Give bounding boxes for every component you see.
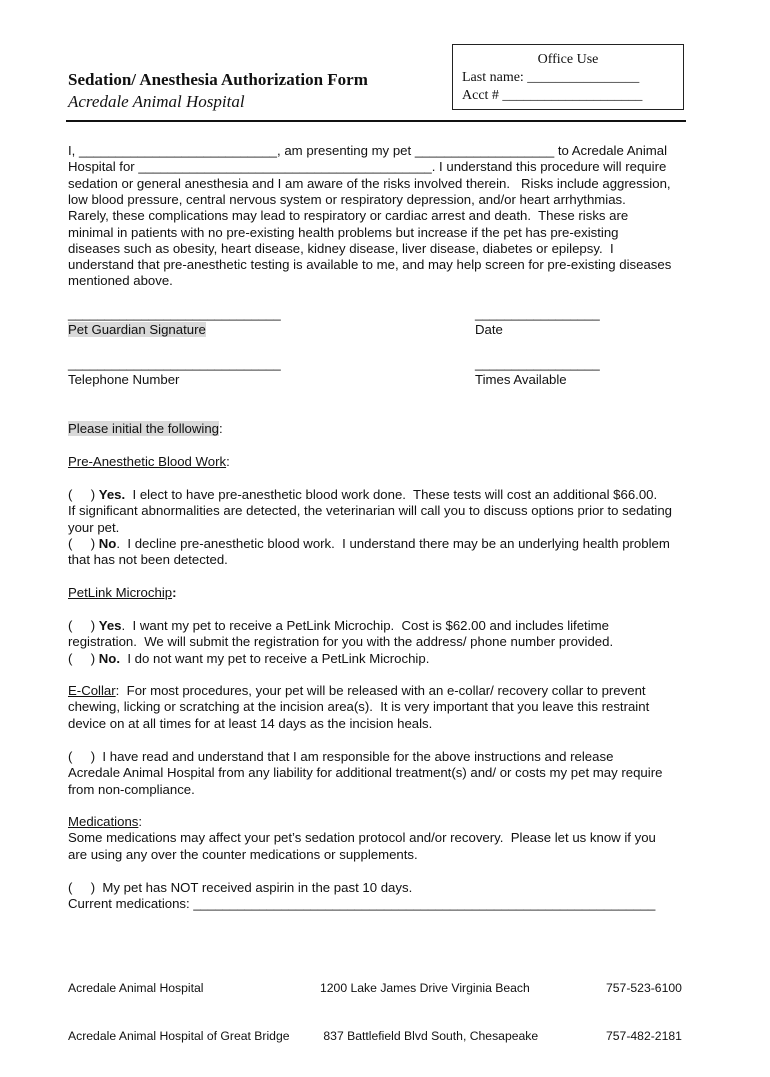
microchip-yes-text-2: registration. We will submit the registration for you with the address/ phone number provided. (68, 634, 614, 650)
date-line[interactable]: _________________ (475, 306, 600, 321)
footer-location-names (68, 947, 290, 1077)
intro-line-7: diseases such as obesity, heart disease, kidney disease, liver disease, diabetes or epilepsy. I (68, 240, 614, 256)
footer-loc1-address: 1200 Lake James Drive Virginia Beach (320, 980, 530, 995)
date-label: Date (475, 322, 503, 337)
header-divider (66, 120, 686, 122)
footer-loc2-address: 837 Battlefield Blvd South, Chesapeake (320, 1029, 539, 1044)
blood-work-heading: Pre-Anesthetic Blood Work: (68, 454, 230, 469)
intro-line-2[interactable]: Hospital for ________________________________________. I understand this procedure will require (68, 159, 667, 175)
footer-addresses (320, 947, 538, 1077)
aspirin-option[interactable]: ( ) My pet has NOT received aspirin in the past 10 days. (68, 880, 413, 895)
times-available-line[interactable]: _________________ (475, 356, 600, 371)
release-option[interactable]: ( ) I have read and understand that I am responsible for the above instructions and release (68, 749, 614, 764)
office-use-heading: Office Use (537, 52, 599, 67)
guardian-signature-line[interactable]: _____________________________ (68, 306, 281, 321)
telephone-label: Telephone Number (68, 372, 180, 387)
blood-work-no-option[interactable]: ( ) No. I decline pre-anesthetic blood work. I understand there may be an underlying health problem (68, 535, 670, 551)
intro-line-9: mentioned above. (68, 273, 173, 289)
telephone-line[interactable]: _____________________________ (68, 356, 281, 371)
intro-line-8: understand that pre-anesthetic testing is available to me, and may help screen for pre-existing diseases (68, 257, 672, 273)
blood-work-no-text-2: that has not been detected. (68, 552, 228, 568)
release-line-2: Acredale Animal Hospital from any liability for additional treatment(s) and/ or costs my pet may require (68, 765, 663, 781)
hospital-subtitle: Acredale Animal Hospital (68, 92, 245, 111)
acct-field[interactable]: Acct # ____________________ (462, 88, 643, 103)
times-available-label: Times Available (475, 372, 567, 387)
microchip-no-option[interactable]: ( ) No. I do not want my pet to receive a PetLink Microchip. (68, 650, 430, 666)
ecollar-line-3: device on at all times for at least 14 days as the incision heals. (68, 715, 433, 731)
footer-loc2-name: Acredale Animal Hospital of Great Bridge (68, 1029, 290, 1044)
intro-line-6: minimal in patients with no pre-existing health problems but increase if the pet has pre-existing (68, 224, 619, 240)
blood-work-yes-text-3: your pet. (68, 519, 120, 535)
medications-line-2: are using any over the counter medications or supplements. (68, 846, 418, 862)
intro-line-3: sedation or general anesthesia and I am aware of the risks involved therein. Risks include aggression, (68, 175, 671, 191)
ecollar-line-1: E-Collar: For most procedures, your pet will be released with an e-collar/ recovery collar to prevent (68, 683, 646, 698)
microchip-yes-option[interactable]: ( ) Yes. I want my pet to receive a PetLink Microchip. Cost is $62.00 and includes lifetime (68, 618, 609, 633)
initial-heading: Please initial the following: (68, 421, 223, 436)
form-title: Sedation/ Anesthesia Authorization Form (68, 70, 368, 89)
intro-line-5: Rarely, these complications may lead to respiratory or cardiac arrest and death. These risks are (68, 208, 629, 224)
release-line-3: from non-compliance. (68, 781, 195, 797)
ecollar-line-2: chewing, licking or scratching at the incision area(s). It is very important that you leave this restraint (68, 699, 650, 715)
blood-work-yes-option[interactable]: ( ) Yes. I elect to have pre-anesthetic blood work done. These tests will cost an additional $66.00. (68, 487, 658, 502)
medications-heading: Medications: (68, 814, 143, 829)
footer-loc1-phone: 757-523-6100 (606, 980, 682, 995)
intro-line-1[interactable]: I, ___________________________, am presenting my pet ___________________ to Acredale Animal (68, 143, 668, 158)
current-medications-field[interactable]: Current medications: _______________________________________________________________ (68, 896, 656, 912)
last-name-field[interactable]: Last name: ________________ (462, 70, 640, 85)
footer-phones (606, 947, 682, 1077)
intro-line-4: low blood pressure, central nervous system or respiratory depression, and/or heart arrhythmias. (68, 191, 626, 207)
office-use-box (452, 44, 684, 110)
microchip-heading: PetLink Microchip: (68, 585, 177, 600)
footer-loc2-phone: 757-482-2181 (606, 1029, 682, 1044)
guardian-signature-label: Pet Guardian Signature (68, 322, 206, 337)
footer-loc1-name: Acredale Animal Hospital (68, 980, 204, 995)
medications-line-1: Some medications may affect your pet’s sedation protocol and/or recovery. Please let us know if you (68, 830, 656, 846)
blood-work-yes-text-2: If significant abnormalities are detected, the veterinarian will call you to discuss options prior to sedating (68, 503, 673, 519)
